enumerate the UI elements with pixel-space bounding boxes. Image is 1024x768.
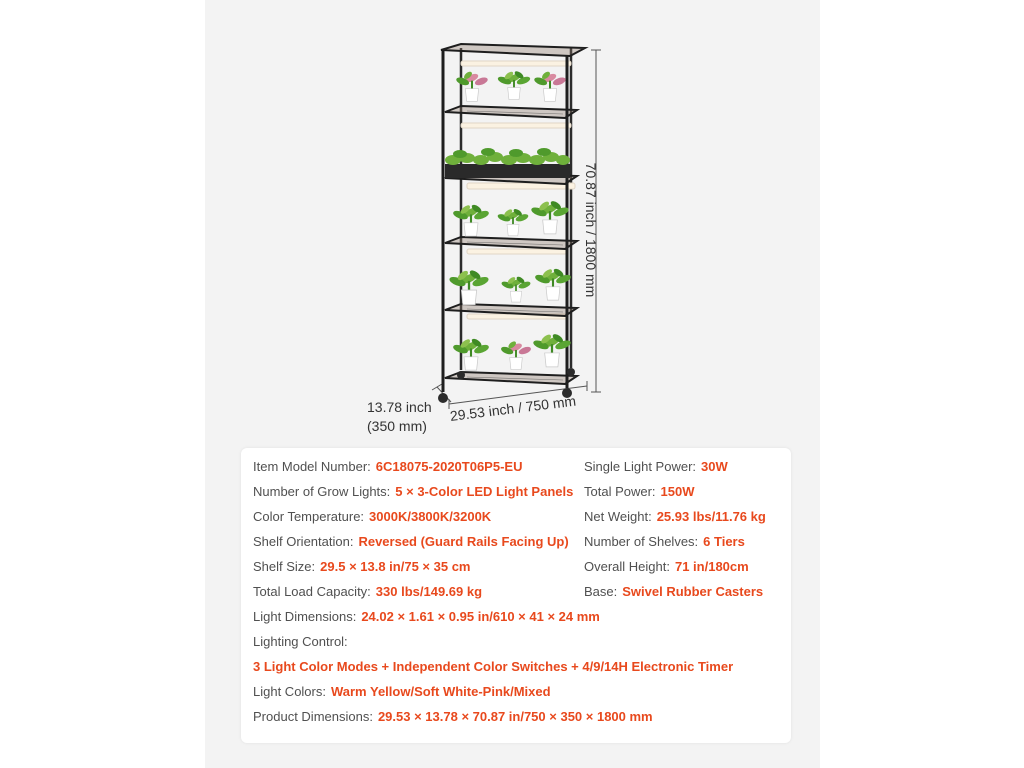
spec-value: 330 lbs/149.69 kg (375, 584, 483, 599)
spec-load-capacity (253, 584, 482, 604)
spec-color-temperature (253, 509, 491, 529)
specs-panel (241, 448, 791, 743)
product-figure (205, 0, 820, 450)
spec-value: 71 in/180cm (674, 559, 749, 574)
spec-product-dimensions (253, 709, 653, 729)
spec-value: Swivel Rubber Casters (622, 584, 764, 599)
spec-label: Total Load Capacity: (253, 584, 371, 599)
spec-value: 3000K/3800K/3200K (369, 509, 492, 524)
spec-value: 6C18075-2020T06P5-EU (375, 459, 523, 474)
spec-total-power (584, 484, 695, 504)
spec-label: Shelf Size: (253, 559, 316, 574)
spec-label: Light Colors: (253, 684, 326, 699)
spec-label: Total Power: (584, 484, 656, 499)
spec-label: Color Temperature: (253, 509, 365, 524)
spec-value: 24.02 × 1.61 × 0.95 in/610 × 41 × 24 mm (361, 609, 600, 624)
spec-net-weight (584, 509, 766, 529)
width-dimension-label: 29.53 inch / 750 mm (449, 392, 577, 424)
spec-label: Shelf Orientation: (253, 534, 354, 549)
spec-shelf-size (253, 559, 471, 579)
spec-label: Product Dimensions: (253, 709, 373, 724)
spec-number-of-shelves (584, 534, 745, 554)
depth-mm-label: (350 mm) (367, 418, 427, 434)
spec-value: 25.93 lbs/11.76 kg (656, 509, 766, 524)
spec-label: Net Weight: (584, 509, 652, 524)
spec-model (253, 459, 522, 479)
spec-label: Base: (584, 584, 618, 599)
depth-dimension-label (367, 398, 432, 436)
depth-inch-label: 13.78 inch (367, 399, 432, 415)
spec-light-dimensions (253, 609, 600, 629)
spec-lighting-control-value (253, 659, 733, 679)
height-dimension-label: 70.87 inch / 1800 mm (583, 162, 599, 298)
spec-label: Single Light Power: (584, 459, 697, 474)
spec-shelf-orientation (253, 534, 569, 554)
spec-value: 30W (701, 459, 728, 474)
spec-value: 3 Light Color Modes + Independent Color Switches + 4/9/14H Electronic Timer (253, 659, 734, 674)
spec-value: Warm Yellow/Soft White-Pink/Mixed (330, 684, 551, 699)
product-card (205, 0, 820, 768)
spec-base (584, 584, 763, 604)
spec-lighting-control (253, 634, 348, 654)
spec-label: Light Dimensions: (253, 609, 357, 624)
spec-value: 29.53 × 13.78 × 70.87 in/750 × 350 × 1800 mm (377, 709, 653, 724)
spec-label: Overall Height: (584, 559, 670, 574)
spec-single-power (584, 459, 728, 479)
spec-light-colors (253, 684, 551, 704)
spec-value: 29.5 × 13.8 in/75 × 35 cm (320, 559, 471, 574)
spec-label: Number of Grow Lights: (253, 484, 391, 499)
spec-value: 6 Tiers (703, 534, 745, 549)
spec-label: Lighting Control: (253, 634, 348, 649)
spec-label: Item Model Number: (253, 459, 371, 474)
shelf-illustration (205, 0, 820, 450)
spec-label: Number of Shelves: (584, 534, 699, 549)
spec-value: Reversed (Guard Rails Facing Up) (358, 534, 569, 549)
spec-value: 150W (660, 484, 695, 499)
spec-overall-height (584, 559, 749, 579)
spec-grow-lights (253, 484, 573, 504)
spec-value: 5 × 3-Color LED Light Panels (395, 484, 574, 499)
